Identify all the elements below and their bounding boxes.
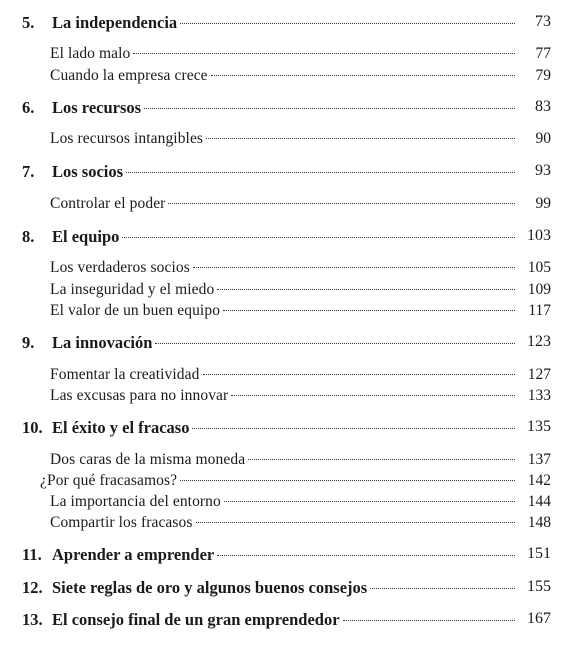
dot-leader <box>248 459 515 460</box>
chapter-title: La independencia <box>52 13 178 32</box>
dot-leader <box>370 588 515 589</box>
section-title: Cuando la empresa crece <box>50 67 208 84</box>
chapter-number: 5. <box>22 13 35 32</box>
page-number: 109 <box>527 281 551 298</box>
dot-leader <box>223 310 515 311</box>
page-number: 155 <box>527 578 551 595</box>
chapter-number: 13. <box>22 610 43 629</box>
dot-leader <box>203 374 516 375</box>
section-title: La importancia del entorno <box>50 493 221 510</box>
page-number: 73 <box>535 13 551 30</box>
toc-section <box>0 302 567 326</box>
toc-chapter <box>0 545 567 569</box>
chapter-title: La innovación <box>52 333 153 352</box>
dot-leader <box>217 555 515 556</box>
toc-section <box>0 514 567 538</box>
chapter-title: Los recursos <box>52 98 142 117</box>
page-number: 103 <box>527 227 551 244</box>
section-title: El lado malo <box>50 45 131 62</box>
page-number: 83 <box>535 98 551 115</box>
chapter-title: El equipo <box>52 227 120 246</box>
dot-leader <box>122 237 515 238</box>
toc-chapter <box>0 98 567 122</box>
toc-chapter <box>0 162 567 186</box>
page-number: 148 <box>527 514 551 531</box>
page-number: 127 <box>527 366 551 383</box>
page-number: 167 <box>527 610 551 627</box>
page-number: 105 <box>527 259 551 276</box>
dot-leader <box>193 267 515 268</box>
chapter-title: El éxito y el fracaso <box>52 418 190 437</box>
chapter-number: 11. <box>22 545 42 564</box>
toc-section <box>0 67 567 91</box>
section-title: Dos caras de la misma moneda <box>50 451 246 468</box>
dot-leader <box>231 395 515 396</box>
toc-chapter <box>0 227 567 251</box>
dot-leader <box>196 522 515 523</box>
toc-chapter <box>0 610 567 634</box>
page-number: 142 <box>527 472 551 489</box>
section-title: Controlar el poder <box>50 195 166 212</box>
toc-chapter <box>0 418 567 442</box>
chapter-number: 9. <box>22 333 35 352</box>
dot-leader <box>180 23 515 24</box>
dot-leader <box>211 75 515 76</box>
toc-section <box>0 387 567 411</box>
chapter-number: 10. <box>22 418 43 437</box>
dot-leader <box>224 501 515 502</box>
section-title: La inseguridad y el miedo <box>50 281 215 298</box>
section-title: Fomentar la creatividad <box>50 366 200 383</box>
toc-section <box>0 130 567 154</box>
chapter-number: 6. <box>22 98 35 117</box>
toc-chapter <box>0 578 567 602</box>
section-title: Los verdaderos socios <box>50 259 190 276</box>
section-title: Las excusas para no innovar <box>50 387 229 404</box>
chapter-title: Los socios <box>52 162 124 181</box>
section-title: ¿Por qué fracasamos? <box>40 472 178 489</box>
chapter-title: Siete reglas de oro y algunos buenos consejos <box>52 578 368 597</box>
page-number: 93 <box>535 162 551 179</box>
dot-leader <box>144 108 515 109</box>
dot-leader <box>133 53 515 54</box>
chapter-number: 8. <box>22 227 35 246</box>
dot-leader <box>192 428 515 429</box>
page-number: 123 <box>527 333 551 350</box>
dot-leader <box>168 203 515 204</box>
page-number: 90 <box>535 130 551 147</box>
chapter-number: 12. <box>22 578 43 597</box>
chapter-number: 7. <box>22 162 35 181</box>
dot-leader <box>343 620 515 621</box>
page-number: 137 <box>527 451 551 468</box>
chapter-title: El consejo final de un gran emprendedor <box>52 610 340 629</box>
dot-leader <box>155 343 515 344</box>
toc-section <box>0 195 567 219</box>
dot-leader <box>217 289 515 290</box>
dot-leader <box>180 480 515 481</box>
page-number: 133 <box>527 387 551 404</box>
toc-section <box>0 259 567 283</box>
page-number: 151 <box>527 545 551 562</box>
dot-leader <box>206 138 515 139</box>
toc-chapter <box>0 13 567 37</box>
toc-section <box>0 45 567 69</box>
toc-chapter <box>0 333 567 357</box>
section-title: El valor de un buen equipo <box>50 302 221 319</box>
dot-leader <box>126 172 515 173</box>
page-number: 99 <box>535 195 551 212</box>
chapter-title: Aprender a emprender <box>52 545 215 564</box>
section-title: Los recursos intangibles <box>50 130 204 147</box>
page-number: 117 <box>528 302 551 319</box>
page-number: 77 <box>535 45 551 62</box>
page-number: 144 <box>527 493 551 510</box>
page-number: 135 <box>527 418 551 435</box>
page-number: 79 <box>535 67 551 84</box>
section-title: Compartir los fracasos <box>50 514 193 531</box>
